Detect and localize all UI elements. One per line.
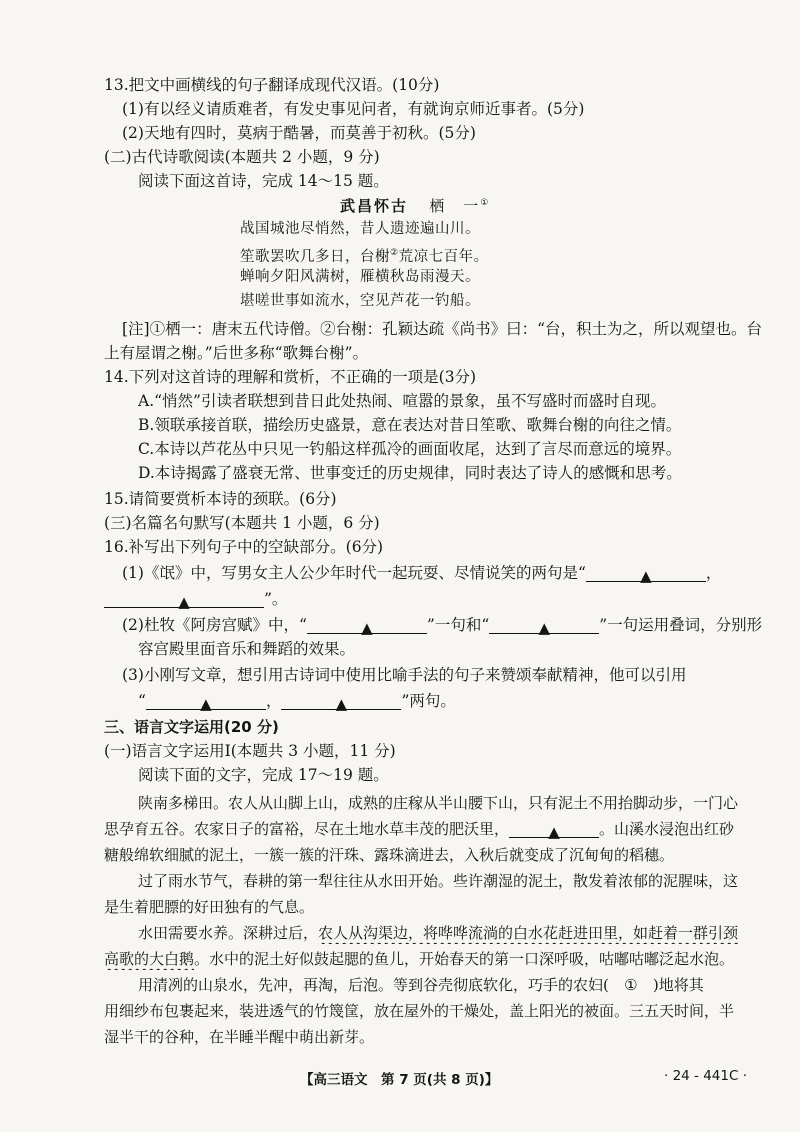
q16-sub1-cont (104, 588, 754, 610)
q13-title: 13.把文中画横线的句子翻译成现代汉语。(10分) (104, 76, 440, 94)
q16-sub3-cont (138, 690, 788, 712)
passage-p1-text: 思孕育五谷。农家日子的富裕，尽在土地水草丰茂的肥沃里， (104, 820, 510, 838)
q14-option-b: B.领联承接首联，描绘历史盛景，意在表达对昔日笙歌、歌舞台榭的向往之情。 (138, 416, 682, 434)
blank-triangle-icon: ▲ (178, 593, 190, 610)
poem-author-note: ① (480, 198, 491, 208)
passage-p2-line1: 过了雨水节气，春耕的第一犁往往从水田开始。些许潮湿的泥土，散发着浓郁的泥腥味，这 (138, 872, 739, 890)
poem-notes-1: [注]①栖一：唐末五代诗僧。②台榭：孔颖达疏《尚书》曰：“台，积土为之，所以观望也。台 (122, 320, 762, 338)
section2-header: (二)古代诗歌阅读(本题共 2 小题，9 分) (104, 148, 380, 166)
q14-title: 14.下列对这首诗的理解和赏析，不正确的一项是(3分) (104, 368, 477, 386)
blank-triangle-icon: ▲ (640, 567, 652, 584)
page-footer (0, 1068, 800, 1090)
passage-p1-line2 (104, 818, 754, 840)
q16-sub1-comma: ， (705, 564, 722, 582)
q16-sub3-end: ”两句。 (401, 692, 456, 710)
q16-blank-3[interactable] (307, 617, 427, 634)
q15-title: 15.请简要赏析本诗的颈联。(6分) (104, 490, 337, 508)
q16-sub2-text: (2)杜牧《阿房宫赋》中，“ (122, 616, 307, 634)
blank-triangle-icon: ▲ (538, 619, 551, 636)
q16-blank-5[interactable] (146, 693, 266, 710)
q16-sub3-open: “ (138, 692, 146, 710)
q14-option-a: A.“悄然”引读者联想到昔日此处热闹、喧嚣的景象，虽不写盛时而盛时自现。 (138, 392, 666, 410)
poem-line-2a: 笙歌罢吹几多日，台榭 (240, 248, 390, 265)
q14-option-c: C.本诗以芦花丛中只见一钓船这样孤冷的画面收尾，达到了言尽而意远的境界。 (138, 440, 682, 458)
passage-p4-line3: 湿半干的谷种，在半睡半醒中萌出新芽。 (104, 1028, 375, 1046)
passage-p3-pre: 水田需要水养。深耕过后， (138, 924, 319, 942)
blank-triangle-icon: ▲ (200, 695, 212, 712)
part3-intro: 阅读下面的文字，完成 17～19 题。 (138, 766, 389, 784)
q14-option-d: D.本诗揭露了盛衰无常、世事变迁的历史规律，同时表达了诗人的感慨和思考。 (138, 464, 682, 482)
q13-sub1: (1)有以经义请质难者，有发史事见问者，有就询京师近事者。(5分) (122, 100, 585, 118)
poem-notes-2: 上有屋谓之榭。”后世多称“歌舞台榭”。 (104, 344, 369, 362)
passage-p3-wavy-end: 高歌的大白鹅 (104, 950, 195, 968)
footer-code: · 24 - 441C · (664, 1068, 747, 1084)
q16-sub1-end: ”。 (264, 590, 288, 608)
passage-p3-wavy: 农人从沟渠边，将哗哗流淌的白水花赶进田里，如赶着一群引颈 (318, 924, 739, 942)
passage-p3-line1 (138, 922, 758, 944)
q16-sub1 (122, 562, 762, 584)
q16-blank-1[interactable] (586, 565, 706, 582)
q16-sub2 (122, 614, 762, 636)
poem-line-2 (240, 242, 640, 268)
q16-sub2-mid: ”一句和“ (426, 616, 490, 634)
passage-blank[interactable] (509, 821, 599, 838)
poem-line-4: 堪嗟世事如流水，空见芦花一钓船。 (240, 293, 480, 309)
poem-title-line (340, 192, 800, 217)
blank-triangle-icon: ▲ (335, 695, 348, 712)
part3-header: 三、语言文字运用(20 分) (104, 718, 279, 736)
poem-author: 栖 一 (429, 197, 481, 215)
passage-p2-line2: 是生着肥膘的好田独有的气息。 (104, 898, 315, 916)
q16-sub1-text: (1)《氓》中，写男女主人公少年时代一起玩耍、尽情说笑的两句是“ (122, 564, 586, 582)
q13-sub2: (2)天地有四时，莫病于酷暑，而莫善于初秋。(5分) (122, 124, 476, 142)
passage-p1-line3: 糖般绵软细腻的泥土，一簇一簇的汗珠、露珠滴进去，入秋后就变成了沉甸甸的稻穗。 (104, 846, 675, 864)
q16-sub3: (3)小刚写文章，想引用古诗词中使用比喻手法的句子来赞颂奉献精神，他可以引用 (122, 666, 687, 684)
q16-title: 16.补写出下列句子中的空缺部分。(6分) (104, 538, 384, 556)
passage-p4-post: )地将其 (652, 976, 704, 994)
poem-line-3: 蝉响夕阳风满树，雁横秋岛雨漫天。 (240, 269, 480, 285)
poem-title: 武昌怀古 (340, 197, 409, 215)
passage-p3-post: 。水中的泥土好似鼓起腮的鱼儿，开始春天的第一口深呼吸，咕嘟咕嘟泛起水泡。 (194, 950, 735, 968)
passage-p1-line1: 陕南多梯田。农人从山脚上山，成熟的庄稼从半山腰下山，只有泥土不用抬脚动步，一门心 (138, 794, 739, 812)
passage-p4-line1 (138, 974, 758, 996)
footer-page-info: 【高三语文 第 7 页(共 8 页)】 (300, 1072, 499, 1088)
section3-header: (三)名篇名句默写(本题共 1 小题，6 分) (104, 514, 380, 532)
q16-blank-6[interactable] (281, 693, 401, 710)
blank-triangle-icon: ▲ (361, 619, 373, 636)
section2-intro: 阅读下面这首诗，完成 14～15 题。 (138, 172, 389, 190)
passage-p1-after: 。山溪水浸泡出红砂 (599, 820, 735, 838)
q16-blank-2[interactable] (104, 591, 264, 608)
passage-p4-pre: 用清冽的山泉水，先冲，再淘，后泡。等到谷壳彻底软化，巧手的农妇( (138, 976, 609, 994)
q16-blank-4[interactable] (489, 617, 599, 634)
part3-sub1: (一)语言文字运用Ⅰ(本题共 3 小题，11 分) (104, 742, 396, 760)
poem-line-2-note: ② (390, 248, 399, 258)
passage-p4-mark: ① (624, 976, 638, 994)
q16-sub2-cont: 容宫殿里面音乐和舞蹈的效果。 (138, 640, 356, 658)
passage-p3-line2 (104, 948, 754, 970)
q16-sub3-comma: ， (265, 692, 282, 710)
poem-line-1: 战国城池尽悄然，昔人遗迹遍山川。 (240, 221, 480, 237)
passage-p4-line2: 用细纱布包裹起来，装进透气的竹篾筐，放在屋外的干燥处，盖上阳光的被面。三五天时间，半 (104, 1002, 735, 1020)
q16-sub2-end: ”一句运用叠词，分别形 (599, 616, 762, 634)
blank-triangle-icon: ▲ (548, 823, 560, 840)
poem-line-2b: 荒凉七百年。 (398, 248, 489, 265)
